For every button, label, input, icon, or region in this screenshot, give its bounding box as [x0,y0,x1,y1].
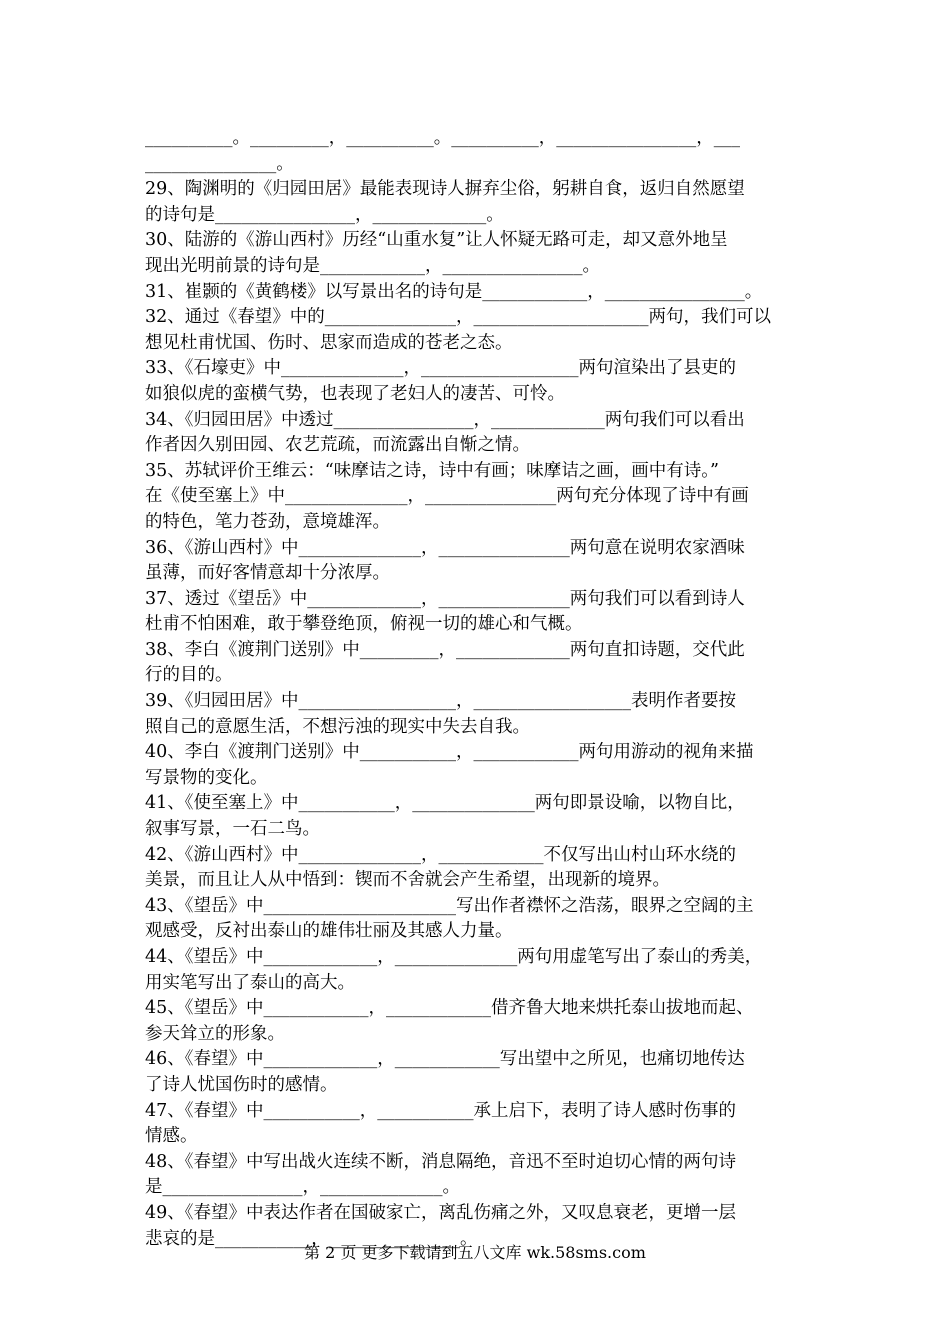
text-line: 用实笔写出了泰山的高大。 [145,972,355,993]
text-line: 38、李白《渡荆门送别》中_________，_____________两句直扣诗题，交代此 [145,639,745,660]
text-line: 作者因久别田园、农艺荒疏，而流露出自惭之情。 [145,435,530,456]
text-line: 美景，而且让人从中悟到：锲而不舍就会产生希望，出现新的境界。 [145,870,670,891]
text-line: 40、李白《渡荆门送别》中___________，____________两句用游动的视角来描 [145,742,754,763]
text-line: 了诗人忧国伤时的感情。 [145,1074,338,1095]
text-line: __________。_________，__________。__________，________________，___ [145,128,740,148]
text-line: 参天耸立的形象。 [145,1023,285,1044]
text-line: 44、《望岳》中_____________，______________两句用虚笔写出了泰山的秀美， [145,947,763,967]
text-line: 47、《春望》中___________，___________承上启下，表明了诗人感时伤事的 [145,1100,737,1121]
text-line: 虽薄，而好客情意却十分浓厚。 [145,563,390,584]
text-line: 46、《春望》中_____________，____________写出望中之所见，也痛切地传达 [145,1049,745,1070]
text-line: 30、陆游的《游山西村》历经“山重水复”让人怀疑无路可走，却又意外地呈 [145,230,728,251]
document-body [145,126,813,1252]
text-line: 41、《使至塞上》中___________，______________两句即景设喻，以物自比， [145,793,745,814]
text-line: 36、《游山西村》中______________，_______________两句意在说明农家酒味 [145,537,745,558]
text-line: 35、苏轼评价王维云：“味摩诘之诗，诗中有画；味摩诘之画，画中有诗。” [145,460,719,481]
text-line: _______________。 [145,153,294,174]
text-line: 叙事写景，一石二鸟。 [145,819,320,840]
text-line: 48、《春望》中写出战火连续不断，消息隔绝，音迅不至时迫切心情的两句诗 [145,1151,737,1172]
page-footer: 第 2 页 更多下载请到五八文库 wk.58sms.com [304,1243,646,1262]
text-line: 33、《石壕吏》中______________，__________________两句渲染出了县吏的 [145,358,737,379]
text-line: 如狼似虎的蛮横气势，也表现了老妇人的凄苦、可怜。 [145,383,565,404]
text-line: 情感。 [145,1126,198,1147]
text-line: 行的目的。 [145,665,233,686]
text-line: 杜甫不怕困难，敢于攀登绝顶，俯视一切的雄心和气概。 [145,614,583,635]
text-line: 照自己的意愿生活，不想污浊的现实中失去自我。 [145,716,530,737]
text-line: 42、《游山西村》中______________，____________不仅写出山村山环水绕的 [145,844,737,865]
text-line: 39、《归园田居》中__________________，__________________表明作者要按 [145,691,737,712]
text-line: 43、《望岳》中______________________写出作者襟怀之浩荡，眼界之空阔的主 [145,895,754,916]
text-line: 37、透过《望岳》中_____________，_______________两句我们可以看到诗人 [145,588,745,609]
text-line: 34、《归园田居》中透过________________，_____________两句我们可以看出 [145,409,745,430]
text-line: 45、《望岳》中____________，____________借齐鲁大地来烘托泰山拔地而起、 [145,998,754,1019]
text-line: 想见杜甫忧国、伤时、思家而造成的苍老之态。 [145,332,513,353]
text-line: 31、崔颢的《黄鹤楼》以写景出名的诗句是____________，________________。 [145,281,763,302]
text-line: 悲哀的是___________，_______________。 [145,1228,478,1249]
text-line: 49、《春望》中表达作者在国破家亡，离乱伤痛之外，又叹息衰老，更增一层 [145,1202,737,1223]
text-line: 的诗句是________________，_____________。 [145,204,504,225]
text-line: 写景物的变化。 [145,767,268,788]
text-line: 是________________，______________。 [145,1177,460,1198]
text-line: 观感受，反衬出泰山的雄伟壮丽及其感人力量。 [145,921,513,942]
text-line: 32、通过《春望》中的_______________，____________________两句，我们可以 [145,307,772,328]
text-line: 现出光明前景的诗句是____________，________________。 [145,255,600,276]
text-line: 在《使至塞上》中______________，_______________两句充分体现了诗中有画 [145,486,749,507]
text-line: 的特色，笔力苍劲，意境雄浑。 [145,511,390,532]
text-line: 29、陶渊明的《归园田居》最能表现诗人摒弃尘俗，躬耕自食，返归自然愿望 [145,179,745,200]
